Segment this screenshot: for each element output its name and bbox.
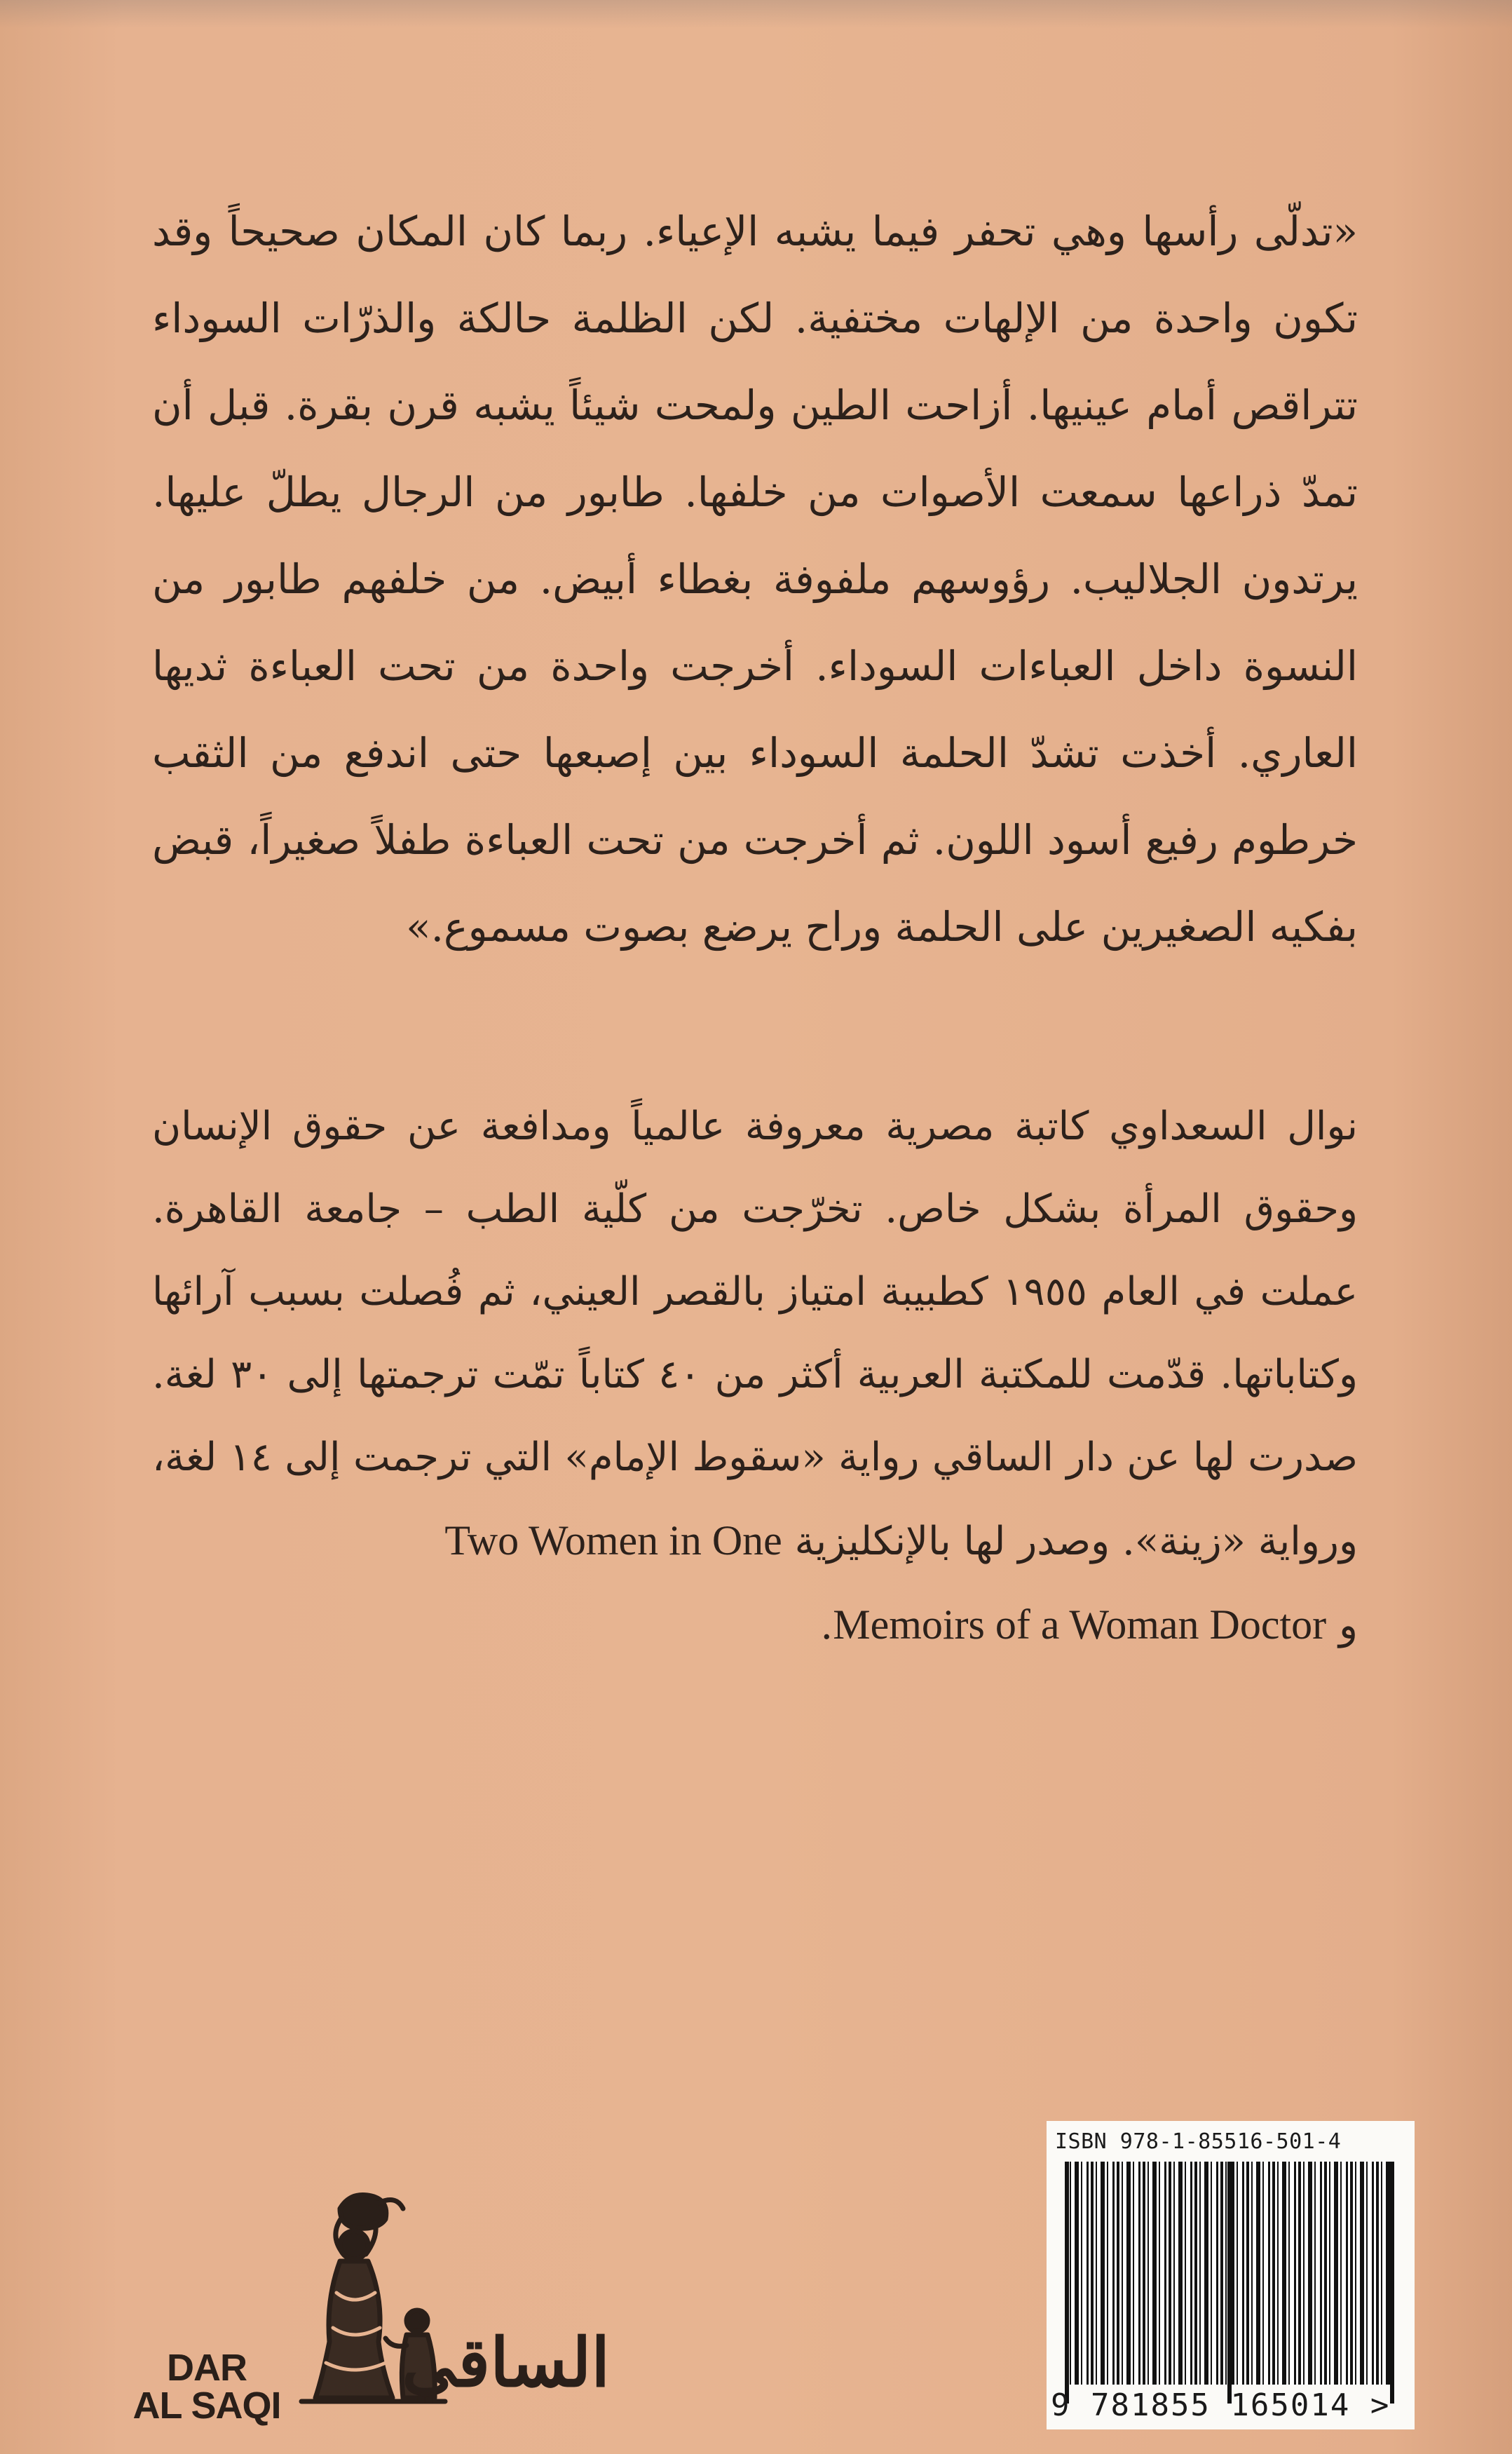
publisher-name-arabic: الساقي xyxy=(402,2323,610,2402)
excerpt-text: «تدلّى رأسها وهي تحفر فيما يشبه الإعياء. ربما كان المكان صحيحاً وقد تكون واحدة من الإلهات مختفية. لكن الظلمة حالكة والذرّات السوداء تتراقص أمام عينيها. أزاحت الطين ولمحت شيئاً يشبه قرن بقرة. قبل أن تمدّ ذراعها سمعت الأصوات من خلفها. طابور من الرجال يطلّ عليها. يرتدون الجلاليب. رؤوسهم ملفوفة بغطاء أبيض. من خلفهم طابور من النسوة داخل العباءات السوداء. أخرجت واحدة من تحت العباءة ثديها العاري. أخذت تشدّ الحلمة السوداء بين إصبعها حتى اندفع من الثقب خرطوم رفيع أسود اللون. ثم أخرجت من تحت العباءة طفلاً صغيراً، قبض بفكيه الصغيرين على الحلمة وراح يرضع بصوت مسموع.» xyxy=(152,208,1358,951)
novel-excerpt xyxy=(152,188,1358,970)
bio-end-mark: . xyxy=(820,1603,833,1648)
author-biography xyxy=(152,1085,1358,1667)
barcode-guard-left xyxy=(1065,2162,1069,2404)
publisher-name-latin-line2: AL SAQI xyxy=(132,2385,281,2427)
publisher-name-latin xyxy=(119,2349,294,2425)
bio-connector: و xyxy=(1338,1603,1358,1648)
barcode-guard-center xyxy=(1227,2162,1232,2404)
top-edge-shadow xyxy=(0,0,1512,28)
publisher-name-latin-line1: DAR xyxy=(167,2347,247,2389)
publisher-logo xyxy=(119,2188,610,2427)
barcode-guard-right xyxy=(1390,2162,1394,2404)
isbn-label: ISBN 978-1-85516-501-4 xyxy=(1055,2129,1342,2154)
bio-text: نوال السعداوي كاتبة مصرية معروفة عالمياً ومدافعة عن حقوق الإنسان وحقوق المرأة بشكل خاص. تخرّجت من كلّية الطب – جامعة القاهرة. عملت في العام ١٩٥٥ كطبيبة امتياز بالقصر العيني، ثم فُصلت بسبب آرائها وكتاباتها. قدّمت للمكتبة العربية أكثر من ٤٠ كتاباً تمّت ترجمتها إلى ٣٠ لغة. صدرت لها عن دار الساقي رواية «سقوط الإمام» التي ترجمت إلى ١٤ لغة، ورواية «زينة». وصدر لها بالإنكليزية xyxy=(152,1104,1358,1564)
bio-last-line xyxy=(152,1583,1358,1667)
bio-english-title-1: Two Women in One xyxy=(444,1517,782,1564)
barcode-digits: 9 781855 165014 > xyxy=(1051,2387,1391,2423)
bio-english-title-2: Memoirs of a Woman Doctor xyxy=(833,1601,1327,1648)
isbn-barcode xyxy=(1047,2121,1415,2429)
